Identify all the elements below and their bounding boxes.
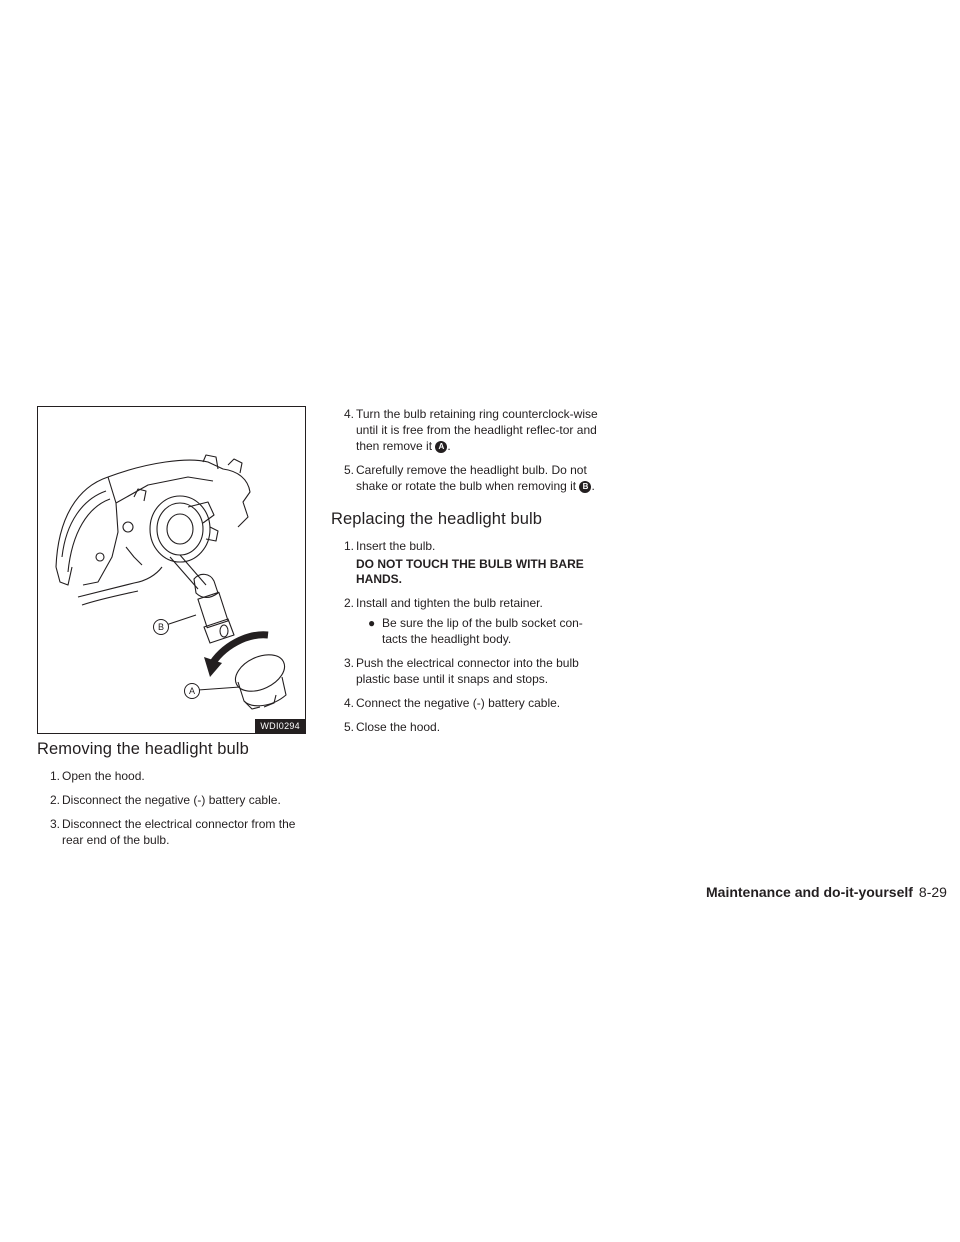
bullet-item [356, 615, 604, 647]
callout-a: A [184, 683, 200, 699]
step-text: Carefully remove the headlight bulb. Do not shake or rotate the bulb when removing it [356, 463, 587, 493]
page-number: 8-29 [918, 884, 947, 900]
step-text: Install and tighten the bulb retainer. [356, 596, 543, 610]
headlight-illustration [37, 406, 306, 734]
list-item [331, 719, 604, 735]
callout-b-ref: B [579, 481, 591, 493]
removing-steps-continued [331, 406, 604, 502]
step-text: Push the electrical connector into the bulb plastic base until it snaps and stops. [356, 656, 579, 686]
step-end: . [591, 479, 595, 493]
callout-b: B [153, 619, 169, 635]
step-number: 4. [344, 407, 355, 421]
step-text: Connect the negative (-) battery cable. [356, 696, 561, 710]
replacing-steps [331, 538, 604, 743]
list-item [331, 462, 604, 494]
headlight-drawing [38, 407, 305, 733]
step-number: 5. [344, 463, 355, 477]
warning-text: DO NOT TOUCH THE BULB WITH BARE HANDS. [356, 557, 584, 586]
removing-heading: Removing the headlight bulb [37, 740, 249, 758]
replacing-heading: Replacing the headlight bulb [331, 510, 543, 528]
list-item [331, 538, 604, 587]
bullet-icon: ● [368, 616, 376, 630]
step-text: Close the hood. [356, 720, 441, 734]
step-end: . [447, 439, 451, 453]
figure-code: WDI0294 [255, 719, 305, 733]
step-number: 2. [50, 793, 61, 807]
step-number: 2. [344, 596, 355, 610]
list-item [331, 655, 604, 687]
step-number: 1. [344, 539, 355, 553]
footer-section: Maintenance and do-it-yourself [706, 884, 913, 900]
step-number: 3. [50, 817, 61, 831]
callout-a-ref: A [435, 441, 447, 453]
step-number: 1. [50, 769, 61, 783]
bullet-text: Be sure the lip of the bulb socket con-tacts the headlight body. [382, 616, 583, 646]
step-text: Turn the bulb retaining ring counterclock-wise until it is free from the headlight reflec-tor and then remove it [356, 407, 598, 453]
step-number: 4. [344, 696, 355, 710]
list-item [331, 695, 604, 711]
list-item [37, 768, 312, 784]
list-item [37, 792, 312, 808]
page-footer [706, 884, 947, 900]
step-text: Insert the bulb. [356, 539, 436, 553]
removing-steps [37, 768, 312, 856]
step-text: Disconnect the electrical connector from the rear end of the bulb. [62, 817, 296, 847]
step-number: 3. [344, 656, 355, 670]
step-text: Open the hood. [62, 769, 145, 783]
list-item [37, 816, 312, 848]
list-item [331, 406, 604, 454]
step-number: 5. [344, 720, 355, 734]
step-text: Disconnect the negative (-) battery cable. [62, 793, 281, 807]
list-item [331, 595, 604, 647]
